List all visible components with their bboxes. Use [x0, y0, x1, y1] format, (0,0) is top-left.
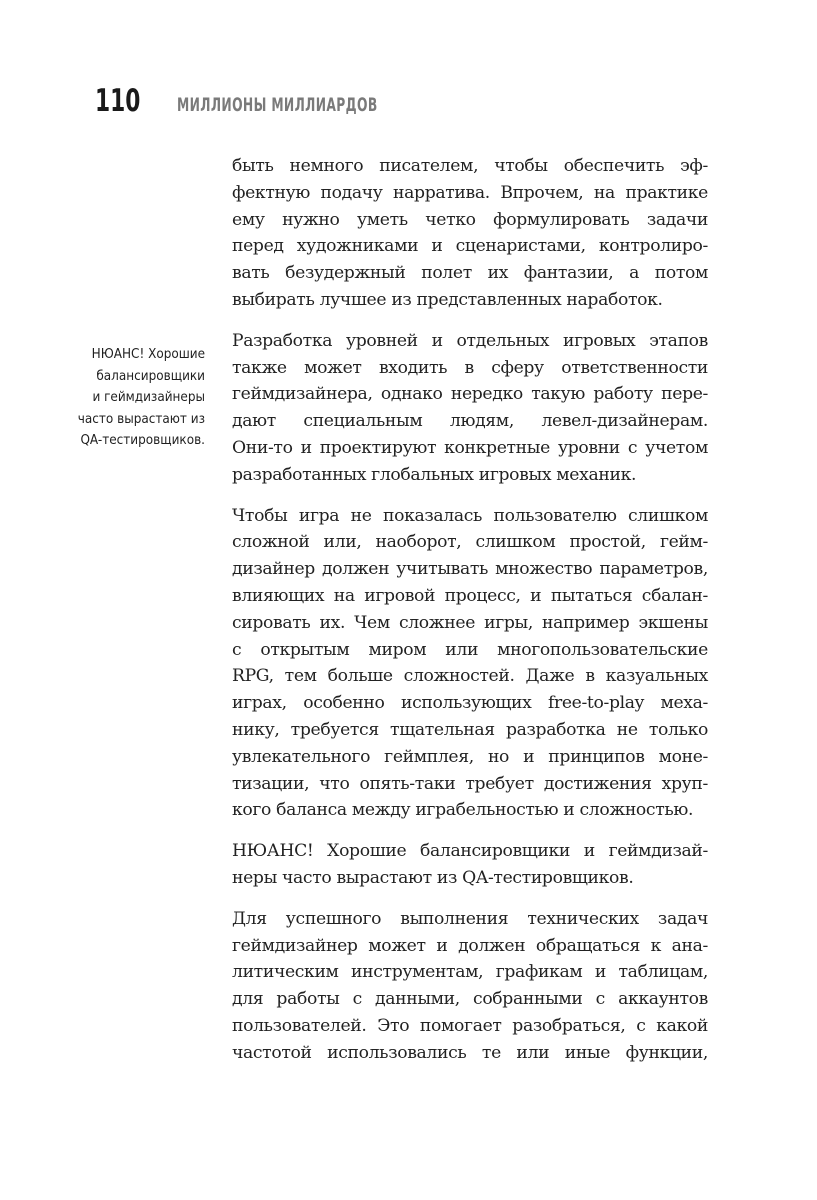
- text-line: сировать их. Чем сложнее игры, например экшены: [232, 612, 708, 633]
- body-text: [232, 153, 708, 1081]
- text-line: вать безудержный полет их фантазии, а потом: [232, 263, 708, 284]
- margin-note-line: часто вырастают из: [77, 411, 205, 427]
- text-line: Чтобы игра не показалась пользователю слишком: [232, 505, 708, 526]
- running-title: МИЛЛИОНЫ МИЛЛИАРДОВ: [177, 94, 378, 116]
- text-line: быть немного писателем, чтобы обеспечить эф-: [232, 156, 708, 176]
- text-line: геймдизайнер может и должен обращаться к ана-: [232, 935, 708, 956]
- paragraph: [232, 838, 708, 892]
- text-line: кого баланса между играбельностью и сложностью.: [232, 800, 694, 821]
- text-line: увлекательного геймплея, но и принципов моне-: [232, 746, 708, 767]
- paragraph: [232, 503, 708, 825]
- text-line: неры часто вырастают из QA-тестировщиков.: [232, 867, 634, 888]
- text-line: НЮАНС! Хорошие балансировщики и геймдизай-: [232, 841, 708, 862]
- text-line: геймдизайнера, однако нередко такую работу пере-: [232, 384, 708, 405]
- text-line: Для успешного выполнения технических задач: [232, 908, 708, 929]
- text-line: также может входить в сферу ответственности: [232, 357, 708, 378]
- text-line: Разработка уровней и отдельных игровых этапов: [232, 330, 708, 351]
- margin-note-line: балансировщики: [96, 368, 205, 384]
- margin-note-line: и геймдизайнеры: [92, 390, 205, 406]
- text-line: Они-то и проектируют конкретные уровни с учетом: [232, 437, 708, 458]
- text-line: нику, требуется тщательная разработка не только: [232, 719, 708, 740]
- text-line: дают специальным людям, левел-дизайнерам.: [232, 411, 708, 432]
- page-header: [95, 83, 456, 123]
- text-line: для работы с данными, собранными с аккаунтов: [232, 989, 708, 1010]
- text-line: литическим инструментам, графикам и таблицам,: [232, 962, 708, 983]
- text-line: частотой использовались те или иные функции,: [232, 1042, 708, 1063]
- text-line: влияющих на игровой процесс, и пытаться сбалан-: [232, 585, 708, 606]
- text-line: сложной или, наоборот, слишком простой, гейм-: [232, 532, 708, 553]
- text-line: дизайнер должен учитывать множество параметров,: [232, 559, 708, 580]
- text-line: выбирать лучшее из представленных наработок.: [232, 289, 663, 310]
- page-number: 110: [95, 83, 141, 119]
- text-line: разработанных глобальных игровых механик.: [232, 464, 637, 485]
- text-line: перед художниками и сценаристами, контролиро-: [232, 236, 708, 257]
- text-line: с открытым миром или многопользовательские: [232, 639, 708, 660]
- margin-note-line: QA-тестировщиков.: [80, 433, 205, 449]
- text-line: RPG, тем больше сложностей. Даже в казуальных: [232, 666, 708, 687]
- margin-note-line: НЮАНС! Хорошие: [91, 347, 205, 362]
- text-line: тизации, что опять-таки требует достижения хруп-: [232, 773, 708, 794]
- paragraph: [232, 328, 708, 489]
- text-line: фектную подачу нарратива. Впрочем, на практике: [232, 182, 708, 203]
- paragraph: [232, 906, 708, 1067]
- text-line: играх, особенно использующих free-to-play меха-: [232, 693, 708, 714]
- margin-note: [40, 344, 205, 452]
- text-line: ему нужно уметь четко формулировать задачи: [232, 209, 708, 230]
- text-line: пользователей. Это помогает разобраться, с какой: [232, 1015, 708, 1036]
- paragraph: [232, 153, 708, 314]
